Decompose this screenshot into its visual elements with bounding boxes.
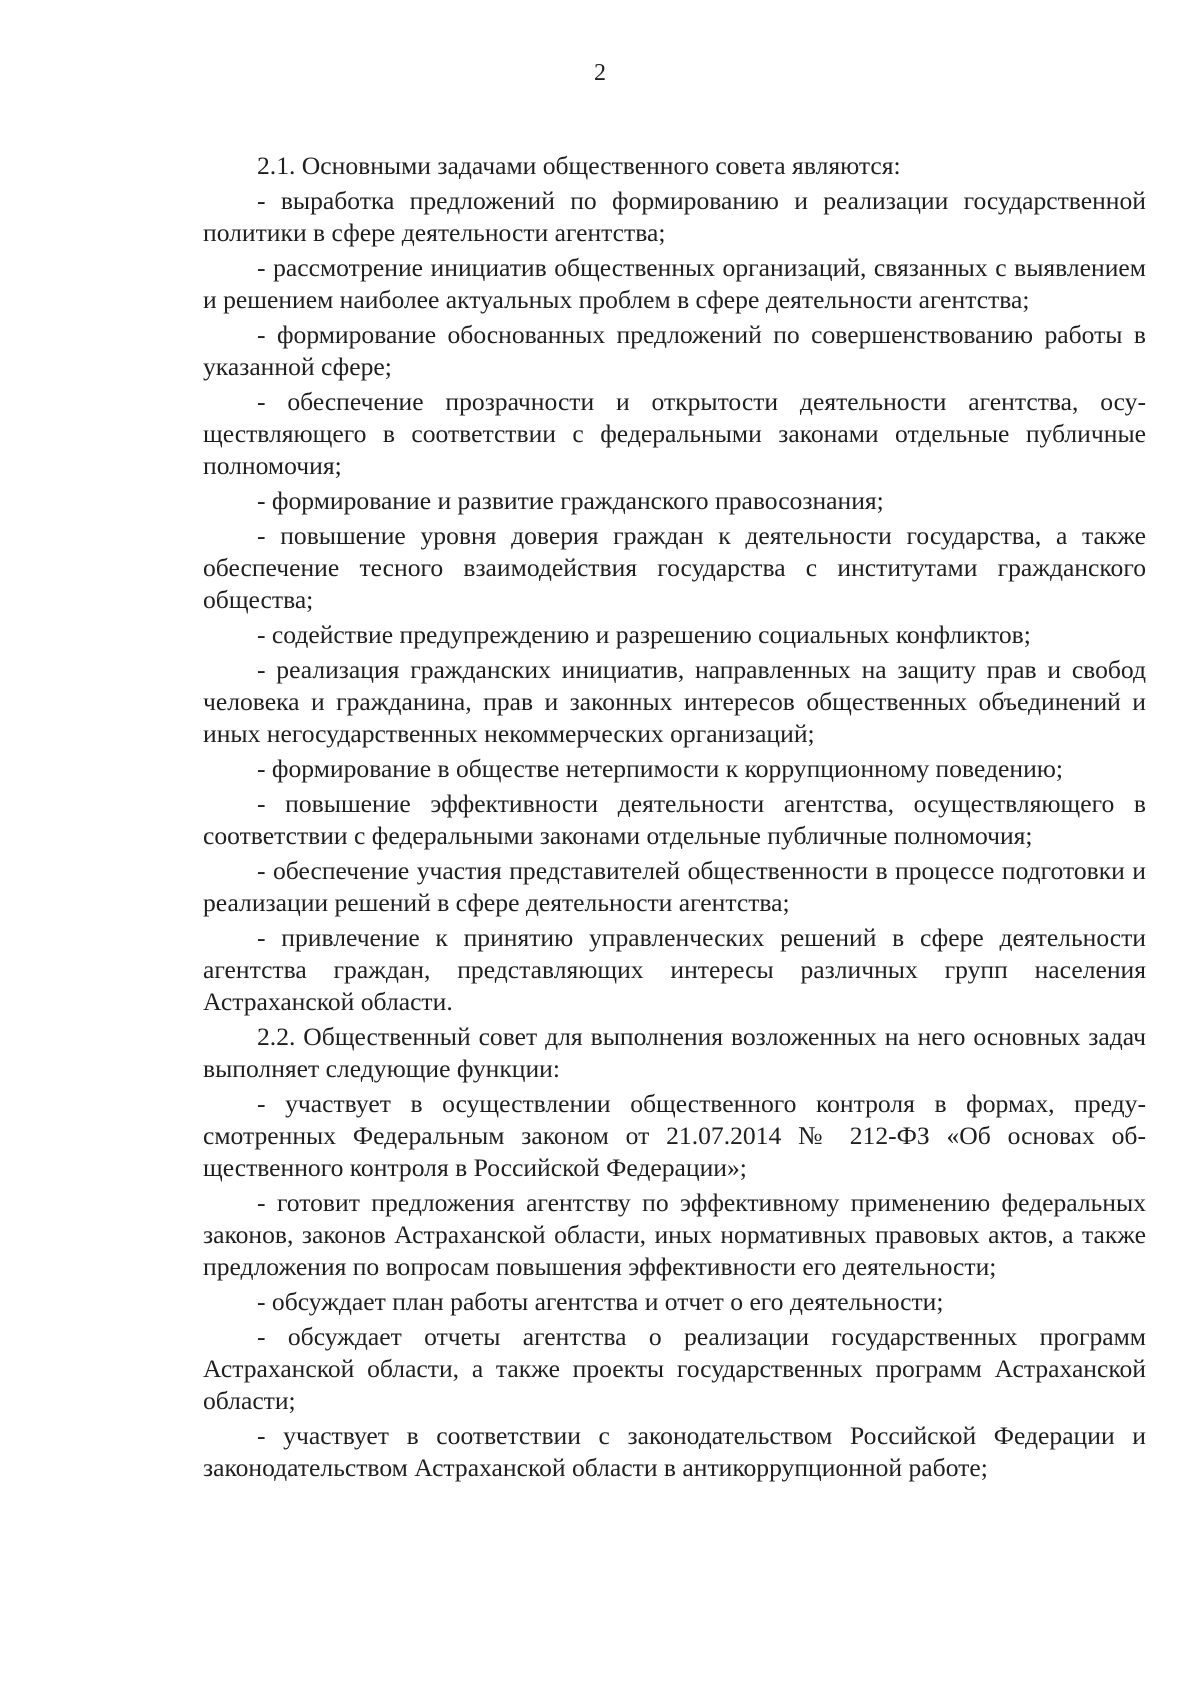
page-number: 2 (594, 60, 606, 86)
section-heading-2-2: 2.2. Общественный совет для выполнения возложенных на него основных задач выполняет следующие функции: (203, 1022, 1146, 1083)
list-item: - обеспечение прозрачности и открытости деятельности агентства, осуществляющего в соответствии с федеральными законами отдельные публичные полномочия; (203, 387, 1146, 480)
list-item: - содействие предупреждению и разрешению социальных конфликтов; (257, 620, 1031, 649)
list-item: - обеспечение участия представителей общественности в процессе подготовки и реализации решений в сфере деятельности агентства; (203, 856, 1146, 917)
list-item: - обсуждает отчеты агентства о реализации государственных программ Астраханской области, а также проекты государственных программ Астраханской области; (203, 1322, 1146, 1415)
list-item: - формирование в обществе нетерпимости к коррупционному поведению; (257, 754, 1064, 783)
list-item: - обсуждает план работы агентства и отчет о его деятельности; (257, 1287, 944, 1316)
list-item: - привлечение к принятию управленческих решений в сфере деятельности агентства граждан, представляющих интересы различных групп населения Астраханской области. (203, 923, 1146, 1016)
list-item: - формирование и развитие гражданского правосознания; (257, 486, 884, 515)
list-item: - реализация гражданских инициатив, направленных на защиту прав и свобод человека и гражданина, прав и законных интересов общественных объединений и иных негосударственных некоммерческих организаций; (203, 655, 1146, 748)
list-item: - участвует в соответствии с законодательством Российской Федерации и законодательством Астраханской области в антикоррупционной работе; (203, 1421, 1146, 1482)
document-body (203, 150, 1146, 1484)
list-item: - повышение уровня доверия граждан к деятельности государства, а также обеспечение тесного взаимодействия государства с институтами гражданского общества; (203, 521, 1146, 614)
list-item: - повышение эффективности деятельности агентства, осуществляющего в соответствии с федеральными законами отдельные публичные полномочия; (203, 789, 1146, 850)
list-item: - выработка предложений по формированию и реализации государственной политики в сфере деятельности агентства; (203, 186, 1146, 247)
list-item: - рассмотрение инициатив общественных организаций, связанных с выявлением и решением наиболее актуальных проблем в сфере деятельности агентства; (203, 253, 1146, 314)
list-item: - формирование обоснованных предложений по совершенствованию работы в указанной сфере; (203, 320, 1146, 381)
list-item: - участвует в осуществлении общественного контроля в формах, предусмотренных Федеральным законом от 21.07.2014 № 212-ФЗ «Об основах общественного контроля в Российской Федерации»; (203, 1089, 1146, 1182)
section-heading-2-1: 2.1. Основными задачами общественного совета являются: (257, 151, 901, 180)
list-item: - готовит предложения агентству по эффективному применению федеральных законов, законов Астраханской области, иных нормативных правовых актов, а также предложения по вопросам повышения эффективности его деятельности; (203, 1188, 1146, 1281)
